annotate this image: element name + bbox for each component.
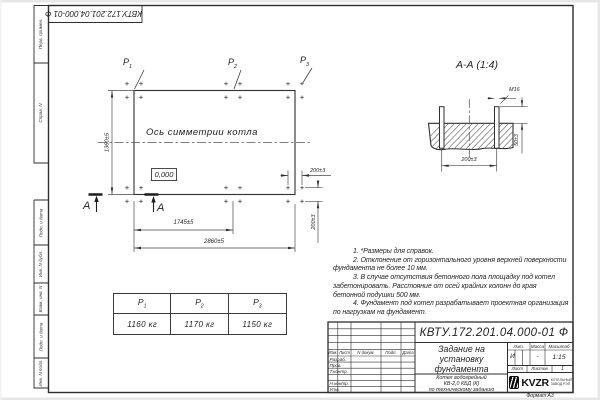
kvzr-logo-icon <box>509 376 519 389</box>
margin-stamp-sprav-n: Справ. N <box>38 103 43 123</box>
tb-sheets-value: 1 <box>561 366 564 372</box>
section-cut-marks <box>89 195 159 213</box>
dim-50: 50±3 <box>513 133 520 146</box>
section-title: А-А (1:4) <box>455 58 498 71</box>
title-block-doc-number: КВТУ.172.201.04.000-01 Ф <box>419 326 569 339</box>
load-table-value-p1: 1160 кг <box>114 314 171 334</box>
margin-stamp-podp-data-2: Подп. и дата <box>38 322 43 351</box>
tb-col-izm: Изм. <box>328 349 338 355</box>
dimension-arrows <box>111 91 319 250</box>
tb-col-ndokum: N докум. <box>357 349 375 355</box>
tb-product-name: Котел водогрейный КВ-2,0 КБД (К) по техническому заданию <box>428 374 495 393</box>
dim-2860: 2860±5 <box>204 238 224 245</box>
tb-col-podp: Подп. <box>385 349 397 355</box>
kvzr-logo-text: KVZR <box>521 376 549 389</box>
company-logo <box>509 373 572 392</box>
format-label: Формат А3 <box>526 393 554 399</box>
load-label-p1: $P_1$ <box>123 57 133 70</box>
load-table-value-p2: 1170 кг <box>171 314 228 334</box>
load-label-p2: $P_2$ <box>228 57 238 70</box>
tb-scale-header: Масштаб <box>548 344 570 349</box>
bolt-thread-label: М16 <box>509 87 520 93</box>
load-table-header-p2: $P_2$ <box>171 294 228 314</box>
load-leader-lines <box>135 68 313 89</box>
tb-row-tkontr: Т.контр. <box>329 368 349 374</box>
technical-notes <box>333 248 569 318</box>
tb-row-razrab: Разраб. <box>329 356 347 362</box>
note-2: 2. Отклонение от горизонтального уровня верхней поверхности фундамента не более 10 мм. <box>333 256 567 273</box>
tb-row-nkontr: Н.контр. <box>329 380 349 386</box>
dim-bolt-x: 200±3 <box>310 167 326 174</box>
dim-200-section: 200±3 <box>461 156 477 163</box>
note-4: 4. Фундамент под котел разрабатывает проектная организация по нагрузкам на фундамент. <box>333 300 569 316</box>
anchor-bolt-right <box>495 107 500 149</box>
dim-bolt-y: 200±3 <box>310 214 317 230</box>
dim-1360: 1360±5 <box>104 132 110 153</box>
tb-col-data: Дата <box>402 349 414 355</box>
symmetry-axis-label: Ось симметрии котла <box>146 126 258 138</box>
tb-sheets-label: Листов <box>531 366 548 371</box>
tb-sheet-label: Лист <box>511 366 524 371</box>
tb-row-utv: Утв. <box>329 387 340 392</box>
load-table <box>113 293 287 335</box>
load-table-header-p1: $P_1$ <box>114 294 171 314</box>
tb-mass-value: - <box>536 354 539 360</box>
note-1: 1. *Размеры для справок. <box>353 248 434 255</box>
tb-col-list: Лист <box>338 349 351 355</box>
elevation-mark: 0,000 <box>151 168 177 181</box>
load-table-header-p3: $P_3$ <box>229 294 286 314</box>
kvzr-logo-subtext: КОТЕЛЬНЫЙ ЗАВОД РЭП <box>550 377 572 386</box>
margin-stamp-podp-data-1: Подп. и дата <box>38 208 43 237</box>
anchor-bolt-left <box>440 107 445 149</box>
note-3: 3. В случае отсутствия бетонного пола площадку под котел забетонировать. Расстояние от осей крайних колонн до края бетонной подушки 500 мм. <box>333 274 555 299</box>
margin-stamp-perv-primen: Перв. примен. <box>38 18 43 50</box>
title-block-title: Задание на установку фундамента <box>434 344 489 375</box>
load-label-p3: $P_3$ <box>300 55 310 68</box>
margin-stamp-inv-podl: Инв. N подл. <box>38 359 43 387</box>
tb-lit-value: И <box>510 352 515 360</box>
margin-stamp-inv-dubl: Инв. N дубл. <box>38 250 43 278</box>
section-letter-right: А <box>157 201 165 214</box>
tb-row-prov: Пров. <box>329 362 342 368</box>
dimension-lines <box>108 91 331 253</box>
tb-mass-header: Масса <box>530 344 545 349</box>
doc-number-top: КВТУ.172.201.04.000-01 Ф <box>45 9 142 18</box>
dim-1745: 1745±5 <box>173 219 194 226</box>
plan-view <box>89 68 332 252</box>
margin-stamp-vzam-inv: Взам. инв. N <box>38 285 43 313</box>
tb-lit-header: Лит. <box>513 344 525 349</box>
load-table-value-p3: 1150 кг <box>242 319 273 329</box>
tb-scale-value: 1:15 <box>552 353 566 361</box>
section-letter-left: А <box>83 200 91 212</box>
